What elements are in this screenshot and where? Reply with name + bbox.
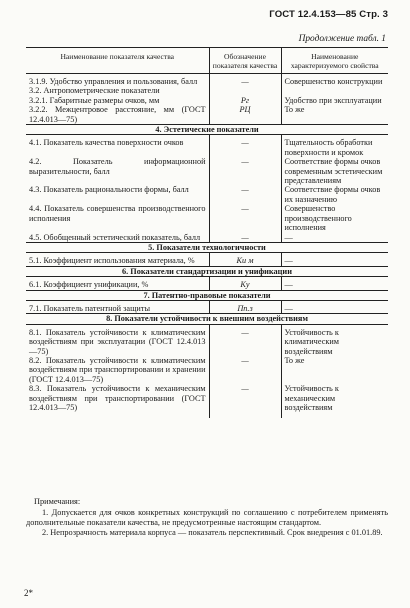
indicator-symbol-cell: — [209, 157, 281, 185]
indicator-symbol-cell: — [209, 324, 281, 356]
indicator-symbol-cell [209, 86, 281, 95]
table-row [26, 356, 388, 384]
indicator-property-cell: Устойчивость к механическим воздействиям [281, 384, 388, 412]
indicator-property-cell: Совершенство производственного исполнения [281, 204, 388, 232]
table-row [26, 204, 388, 232]
table-continuation-label: Продолжение табл. 1 [298, 34, 386, 44]
section-row [26, 266, 388, 276]
indicator-name-cell: 3.2. Антропометрические показатели [29, 86, 160, 96]
indicator-property-cell: Совершенство конструкции [281, 74, 388, 87]
table-row [26, 300, 388, 313]
notes-title: Примечания: [34, 497, 81, 506]
indicator-symbol-cell: Pг [209, 96, 281, 105]
table-row [26, 135, 388, 157]
table-row [26, 233, 388, 243]
indicator-symbol-cell: — [209, 135, 281, 157]
page-header: ГОСТ 12.4.153—85 Стр. 3 [269, 9, 388, 20]
section-row [26, 314, 388, 324]
indicator-property-cell: — [281, 253, 388, 266]
indicator-property-cell: — [281, 300, 388, 313]
indicator-name-cell: 3.1.9. Удобство управления и пользования, балл [29, 77, 198, 86]
indicator-property-cell: Удобство при эксплуатации [281, 96, 388, 105]
indicator-symbol-cell: Kу [209, 277, 281, 290]
table-row [26, 185, 388, 204]
indicator-symbol-cell: Пп.з [209, 300, 281, 313]
indicator-name-cell: 4.2. Показатель информационной выразительности, балл [29, 157, 206, 176]
indicator-name-cell: 6.1. Коэффициент унификации, % [29, 280, 149, 290]
indicator-property-cell: — [281, 233, 388, 243]
indicator-property-cell: То же [281, 105, 388, 124]
quality-indicators-table [26, 47, 388, 418]
indicator-symbol-cell: РЦ [209, 105, 281, 124]
indicator-name-cell: 8.3. Показатель устойчивости к механическим воздействиям при транспортировании (ГОСТ 12.4.013—75) [29, 384, 206, 412]
table-row [26, 157, 388, 185]
indicator-name-cell: 4.1. Показатель качества поверхности очков [29, 138, 184, 148]
table-row [26, 74, 388, 87]
table-end-cell [26, 412, 209, 418]
indicator-name-cell: 8.1. Показатель устойчивости к климатическим воздействиям при эксплуатации (ГОСТ 12.4.013—75) [29, 327, 206, 356]
indicator-property-cell: Устойчивость к климатическим воздействиям [281, 324, 388, 356]
indicator-symbol-cell: Kи м [209, 253, 281, 266]
indicator-symbol-cell: — [209, 384, 281, 412]
indicator-symbol-cell: — [209, 204, 281, 232]
section-title: 8. Показатели устойчивости к внешним воздействиям [26, 314, 388, 324]
table-row [26, 253, 388, 266]
indicator-symbol-cell: — [209, 356, 281, 384]
section-title: 6. Показатели стандартизации и унификации [26, 266, 388, 276]
indicator-property-cell: Соответствие формы очков их назначению [281, 185, 388, 204]
note-item: 2. Непрозрачность материала корпуса — показатель перспективный. Срок внедрения с 01.01.89. [42, 528, 383, 537]
indicator-symbol-cell: — [209, 233, 281, 243]
indicator-name-cell: 4.3. Показатель рациональности формы, балл [29, 185, 189, 195]
table-row [26, 384, 388, 412]
section-row [26, 125, 388, 135]
indicator-name-cell: 3.2.1. Габаритные размеры очков, мм [29, 95, 160, 105]
table-end-cell [209, 412, 281, 418]
indicator-name-cell: 5.1. Коэффициент использования материала, % [29, 256, 195, 266]
indicator-property-cell: Тщательность обработки поверхности и кромок [281, 135, 388, 157]
indicator-name-cell: 4.5. Обобщенный эстетический показатель, балл [29, 232, 201, 242]
section-row [26, 290, 388, 300]
table-row [26, 105, 388, 124]
table-body [26, 74, 388, 419]
indicator-name-cell: 4.4. Показатель совершенства производственного исполнения [29, 204, 206, 223]
table-row [26, 277, 388, 290]
indicator-name-cell: 8.2. Показатель устойчивости к климатическим воздействиям при транспортировании и хранении (ГОСТ 12.4.013—75) [29, 355, 206, 384]
table-header-row [26, 48, 388, 74]
table-row [26, 96, 388, 105]
section-row [26, 242, 388, 252]
section-title: 7. Патентно-правовые показатели [26, 290, 388, 300]
indicator-property-cell: — [281, 277, 388, 290]
indicator-symbol-cell: — [209, 185, 281, 204]
indicator-property-cell: То же [281, 356, 388, 384]
column-header-symbol: Обозначение показателя качества [209, 48, 281, 74]
section-title: 4. Эстетические показатели [26, 125, 388, 135]
indicator-property-cell: Соответствие формы очков современным эстетическим представлениям [281, 157, 388, 185]
table-end-row [26, 412, 388, 418]
note-item: 1. Допускается для очков конкретных конструкций по соглашению с потребителем применять дополнительные показатели качества, не предусмотренные настоящим стандартом. [26, 508, 388, 527]
column-header-property: Наименование характеризуемого свойства [281, 48, 388, 74]
indicator-name-cell: 3.2.2. Межцентровое расстояние, мм (ГОСТ 12.4.013—75) [29, 105, 206, 124]
indicator-symbol-cell: — [209, 74, 281, 87]
column-header-indicator: Наименование показателя качества [26, 48, 209, 74]
indicator-name-cell: 7.1. Показатель патентной защиты [29, 303, 150, 313]
page-footer-mark: 2* [24, 588, 33, 598]
table-row [26, 324, 388, 356]
section-title: 5. Показатели технологичности [26, 242, 388, 252]
table-end-cell [281, 412, 388, 418]
notes-section [26, 497, 388, 538]
table-row [26, 86, 388, 95]
indicator-property-cell [281, 86, 388, 95]
